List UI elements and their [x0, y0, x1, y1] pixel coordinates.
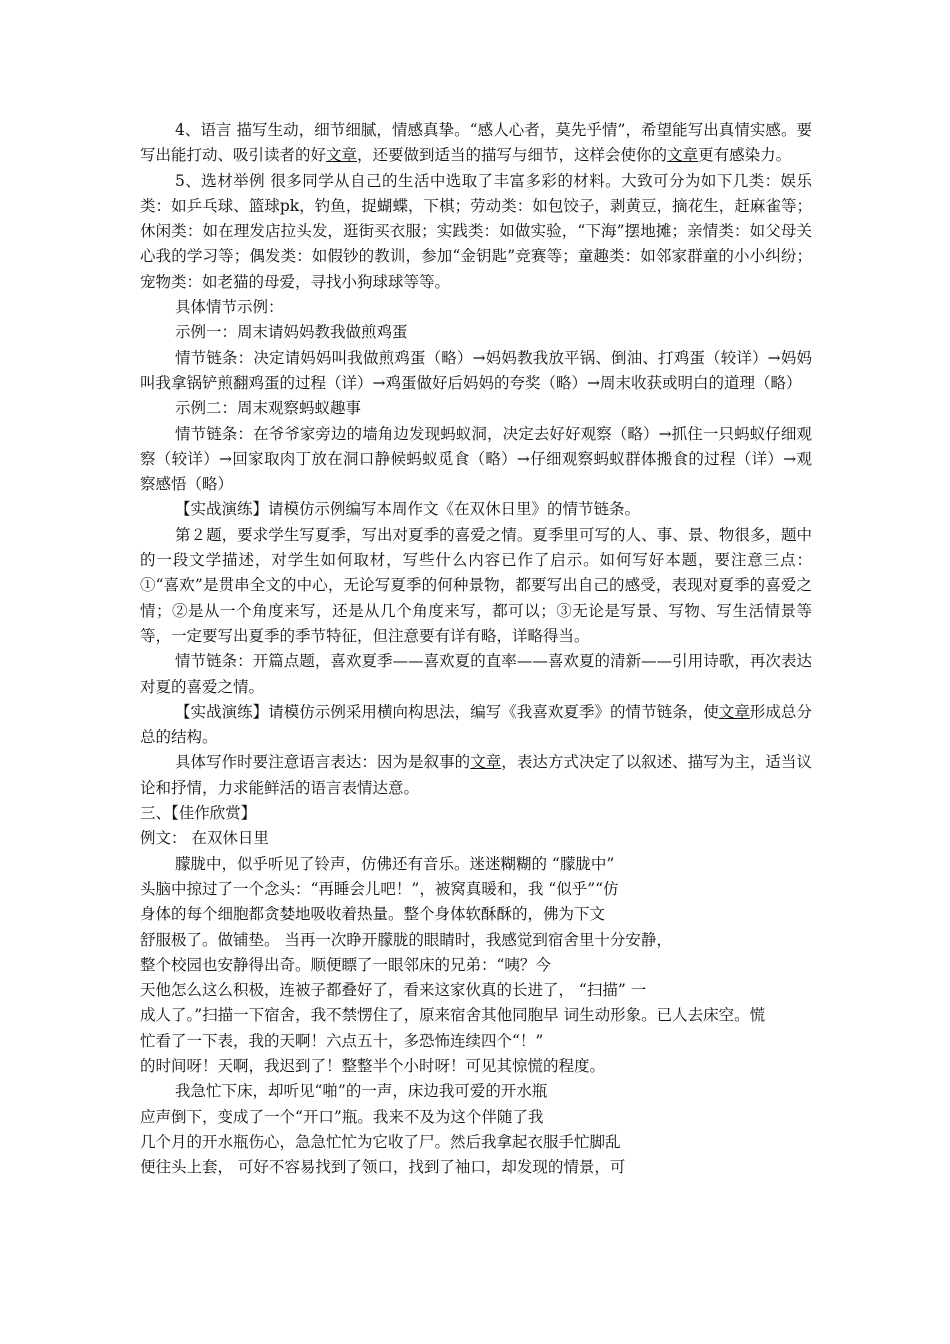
- essay-line: 的时间呀！天啊，我迟到了！整整半个小时呀！可见其惊慌的程度。: [140, 1056, 606, 1075]
- essay-line: 朦胧中，似乎听见了铃声，仿佛还有音乐。迷迷糊糊的 “朦胧中”: [175, 854, 615, 873]
- paragraph-material-examples: 5、选材举例 很多同学从自己的生活中选取了丰富多彩的材料。大致可分为如下几类：娱乐类：如乒乓球、篮球pk，钓鱼，捉蝴蝶，下棋；劳动类：如包饺子，剥黄豆，摘花生，赶麻雀等；休闲类：如在理发店拉头发，逛街买衣服；实践类：如做实验，“下海”摆地摊；亲情类：如父母关心我的学习等；偶发类：如假钞的教训，参加“金钥匙”竞赛等；童趣类：如邻家群童的小小纠纷；宠物类：如老猫的母爱，寻找小狗球球等等。: [140, 171, 812, 291]
- essay-line: 整个校园也安静得出奇。顺便瞟了一眼邻床的兄弟：“咦？今: [140, 955, 551, 974]
- document-body: [140, 118, 812, 1180]
- example-essay-label: 例文： 在双休日里: [140, 829, 269, 848]
- essay-line: 天他怎么这么积极，连被子都叠好了，看来这家伙真的长进了， “扫描” 一: [140, 981, 647, 1000]
- example-essay: [140, 852, 812, 1181]
- essay-line: 几个月的开水瓶伤心，急急忙忙为它收了尸。然后我拿起衣服手忙脚乱: [140, 1132, 621, 1151]
- essay-line: 头脑中掠过了一个念头：“再睡会儿吧！”，被窝真暖和，我 “似乎”“仿: [140, 879, 619, 898]
- essay-line: 应声倒下，变成了一个“开口”瓶。我来不及为这个伴随了我: [140, 1107, 544, 1126]
- essay-line: 忙看了一下表，我的天啊！六点五十，多恐怖连续四个“！”: [140, 1031, 544, 1050]
- essay-line: 便往头上套， 可好不容易找到了领口，找到了袖口，却发现的情景，可: [140, 1158, 626, 1177]
- practice-one: 【实战演练】请模仿示例编写本周作文《在双休日里》的情节链条。: [175, 500, 641, 519]
- section-three-heading: 三、【佳作欣赏】: [140, 804, 257, 823]
- writing-tip: 具体写作时要注意语言表达：因为是叙事的文章，表达方式决定了以叙述、描写为主，适当议论和抒情，力求能鲜活的语言表情达意。: [140, 753, 812, 797]
- underlined-word: 文章: [470, 753, 502, 772]
- example-one-chain: 情节链条：决定请妈妈叫我做煎鸡蛋（略）→妈妈教我放平锅、倒油、打鸡蛋（较详）→妈妈叫我拿锅铲煎翻鸡蛋的过程（详）→鸡蛋做好后妈妈的夸奖（略）→周末收获或明白的道理（略）: [140, 348, 812, 392]
- paragraph-language: 4、语言 描写生动，细节细腻，情感真挚。“感人心者，莫先乎情”，希望能写出真情实感。要写出能打动、吸引读者的好文章，还要做到适当的描写与细节，这样会使你的文章更有感染力。: [140, 121, 812, 165]
- essay-line: 我急忙下床，却听见“啪”的一声，床边我可爱的开水瓶: [175, 1082, 548, 1101]
- underlined-word: 文章: [667, 146, 699, 165]
- summer-plot-chain: 情节链条：开篇点题，喜欢夏季——喜欢夏的直率——喜欢夏的清新——引用诗歌，再次表达对夏的喜爱之情。: [140, 652, 812, 696]
- essay-line: 成人了。”扫描一下宿舍，我不禁愣住了，原来宿舍其他同胞早 词生动形象。已人去床空。慌: [140, 1006, 766, 1025]
- example-two-title: 示例二：周末观察蚂蚁趣事: [175, 399, 362, 418]
- underlined-word: 文章: [326, 146, 358, 165]
- practice-two: 【实战演练】请模仿示例采用横向构思法，编写《我喜欢夏季》的情节链条，使文章形成总分总的结构。: [140, 702, 812, 747]
- question-two-guidance: 第２题，要求学生写夏季，写出对夏季的喜爱之情。夏季里可写的人、事、景、物很多，题中的一段文学描述，对学生如何取材，写些什么内容已作了启示。如何写好本题，要注意三点：①“喜欢”是贯串全文的中心，无论写夏季的何种景物，都要写出自己的感受，表现对夏季的喜爱之情；②是从一个角度来写，还是从几个角度来写，都可以；③无论是写景、写物、写生活情景等等，一定要写出夏季的季节特征，但注意要有详有略，详略得当。: [140, 525, 812, 645]
- example-heading: 具体情节示例：: [175, 298, 284, 317]
- essay-line: 舒服极了。做铺垫。 当再一次睁开朦胧的眼睛时，我感觉到宿舍里十分安静，: [140, 930, 672, 949]
- example-two-chain: 情节链条：在爷爷家旁边的墙角边发现蚂蚁洞，决定去好好观察（略）→抓住一只蚂蚁仔细观察（较详）→回家取肉丁放在洞口静候蚂蚁觅食（略）→仔细观察蚂蚁群体搬食的过程（详）→观察感悟（略）: [140, 424, 812, 494]
- example-one-title: 示例一：周末请妈妈教我做煎鸡蛋: [175, 323, 408, 342]
- underlined-word: 文章: [718, 702, 750, 721]
- essay-line: 身体的每个细胞都贪婪地吸收着热量。整个身体软酥酥的，佛为下文: [140, 905, 606, 924]
